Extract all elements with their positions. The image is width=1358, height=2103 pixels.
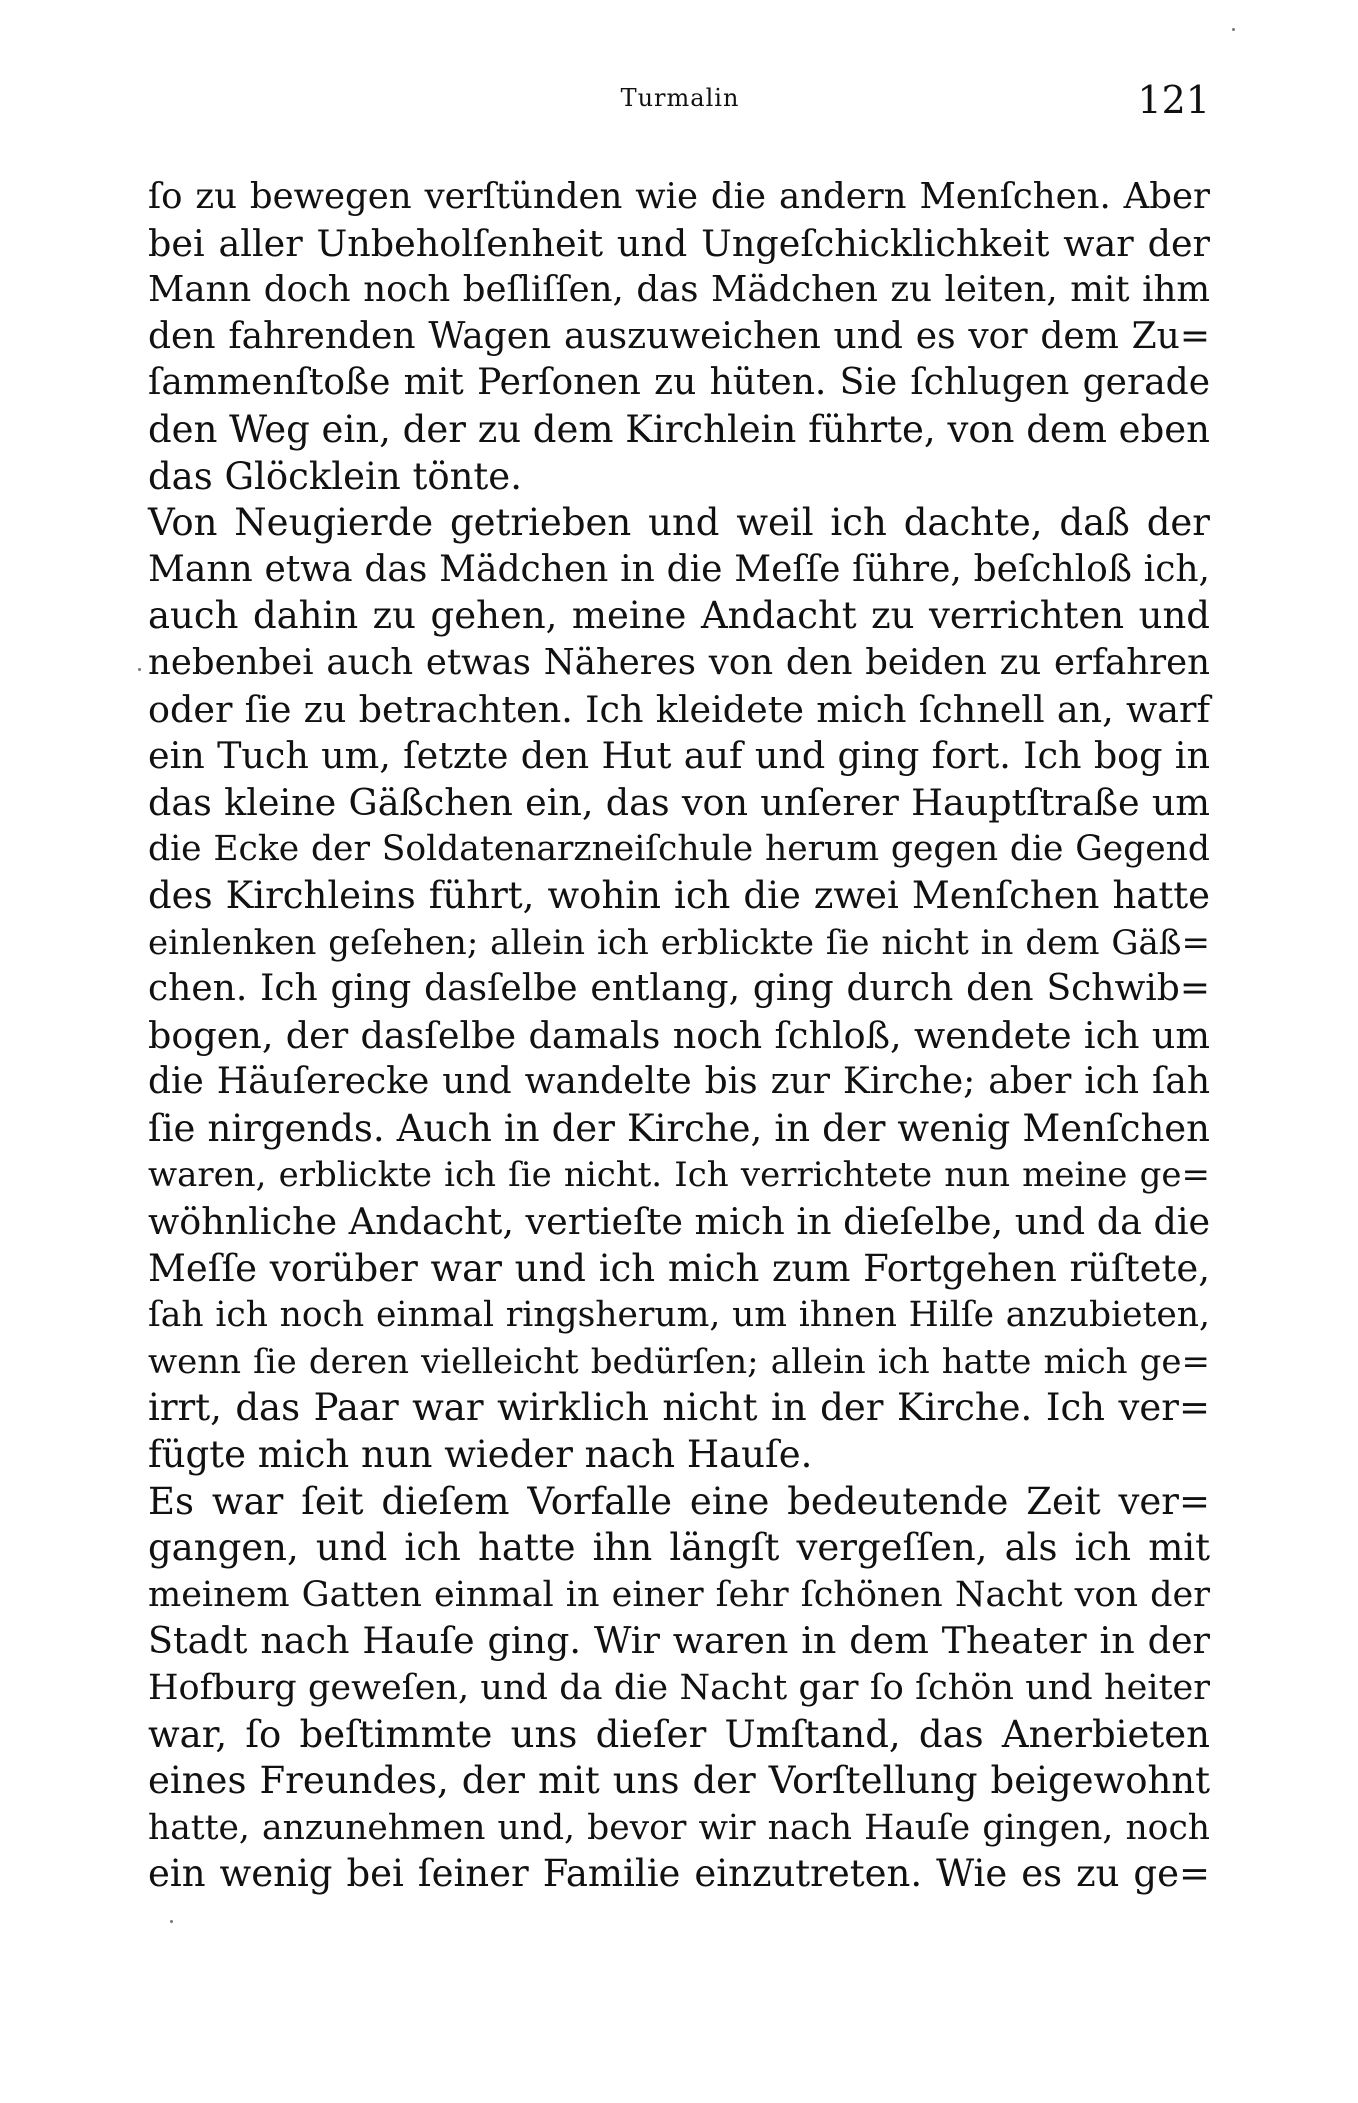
text-line: das kleine Gäßchen ein, das von unſerer Hauptſtraße um bbox=[148, 780, 1210, 824]
text-line: waren, erblickte ich ſie nicht. Ich verrichtete nun meine ge= bbox=[148, 1155, 1210, 1196]
text-line: die Ecke der Soldatenarzneiſchule herum gegen die Gegend bbox=[148, 829, 1210, 870]
text-line: die Häuſerecke und wandelte bis zur Kirche; aber ich ſah bbox=[148, 1061, 1210, 1103]
paper-speck bbox=[1232, 28, 1235, 31]
text-line: auch dahin zu gehen, meine Andacht zu verrichten und bbox=[148, 594, 1210, 638]
text-line: Meſſe vorüber war und ich mich zum Fortgehen rüſtete, bbox=[148, 1246, 1210, 1290]
text-line: Hofburg geweſen, und da die Nacht gar ſo ſchön und heiter bbox=[148, 1668, 1210, 1708]
running-head bbox=[150, 78, 1210, 128]
text-line: chen. Ich ging dasſelbe entlang, ging durch den Schwib= bbox=[148, 968, 1210, 1010]
text-line: oder ſie zu betrachten. Ich kleidete mich ſchnell an, warf bbox=[148, 687, 1210, 731]
text-line: ein Tuch um, ſetzte den Hut auf und ging fort. Ich bog in bbox=[148, 734, 1210, 778]
text-line: einlenken geſehen; allein ich erblickte ſie nicht in dem Gäß= bbox=[148, 922, 1210, 963]
text-line: ſie nirgends. Auch in der Kirche, in der wenig Menſchen bbox=[148, 1106, 1210, 1150]
text-line: Es war ſeit dieſem Vorfalle eine bedeutende Zeit ver= bbox=[148, 1479, 1210, 1523]
text-line: eines Freundes, der mit uns der Vorſtellung beigewohnt bbox=[148, 1759, 1210, 1803]
text-line: war, ſo beſtimmte uns dieſer Umſtand, das Anerbieten bbox=[148, 1712, 1210, 1756]
text-line: ein wenig bei ſeiner Familie einzutreten. Wie es zu ge= bbox=[148, 1852, 1210, 1896]
text-line: irrt, das Paar war wirklich nicht in der Kirche. Ich ver= bbox=[148, 1386, 1210, 1430]
text-line: bei aller Unbeholſenheit und Ungeſchicklichkeit war der bbox=[148, 221, 1210, 265]
paper-speck bbox=[170, 1920, 173, 1923]
text-line: gangen, und ich hatte ihn längſt vergeſſen, als ich mit bbox=[148, 1526, 1210, 1570]
text-line: Von Neugierde getrieben und weil ich dachte, daß der bbox=[148, 501, 1210, 545]
text-line: nebenbei auch etwas Näheres von den beiden zu erfahren bbox=[148, 641, 1210, 683]
text-line: bogen, der dasſelbe damals noch ſchloß, wendete ich um bbox=[148, 1013, 1210, 1057]
text-line: ſammenſtoße mit Perſonen zu hüten. Sie ſchlugen gerade bbox=[148, 362, 1210, 404]
page-number: 121 bbox=[1137, 78, 1210, 122]
text-line: wenn ſie deren vielleicht bedürſen; allein ich hatte mich ge= bbox=[148, 1341, 1210, 1382]
text-line: wöhnliche Andacht, vertieſte mich in dieſelbe, und da die bbox=[148, 1200, 1211, 1244]
text-line: hatte, anzunehmen und, bevor wir nach Hauſe gingen, noch bbox=[148, 1807, 1210, 1848]
body-text bbox=[148, 174, 1210, 1898]
text-line: ſo zu bewegen verſtünden wie die andern Menſchen. Aber bbox=[148, 176, 1210, 217]
text-line: meinem Gatten einmal in einer ſehr ſchönen Nacht von der bbox=[148, 1574, 1210, 1615]
running-title: Turmalin bbox=[620, 84, 740, 112]
text-line: Stadt nach Hauſe ging. Wir waren in dem Theater in der bbox=[148, 1619, 1210, 1663]
text-line: das Glöcklein tönte. bbox=[148, 454, 522, 498]
text-line: ſah ich noch einmal ringsherum, um ihnen Hilſe anzubieten, bbox=[148, 1295, 1210, 1336]
text-line: den fahrenden Wagen auszuweichen und es vor dem Zu= bbox=[148, 315, 1210, 357]
text-line: Mann etwa das Mädchen in die Meſſe ſühre, beſchloß ich, bbox=[148, 548, 1210, 590]
text-line: Mann doch noch beſliſſen, das Mädchen zu leiten, mit ihm bbox=[148, 269, 1210, 311]
text-line: den Weg ein, der zu dem Kirchlein führte, von dem eben bbox=[148, 407, 1210, 451]
paper-speck bbox=[138, 668, 141, 671]
text-line: des Kirchleins führt, wohin ich die zwei Menſchen hatte bbox=[148, 873, 1210, 917]
text-line: fügte mich nun wieder nach Hauſe. bbox=[148, 1433, 813, 1477]
